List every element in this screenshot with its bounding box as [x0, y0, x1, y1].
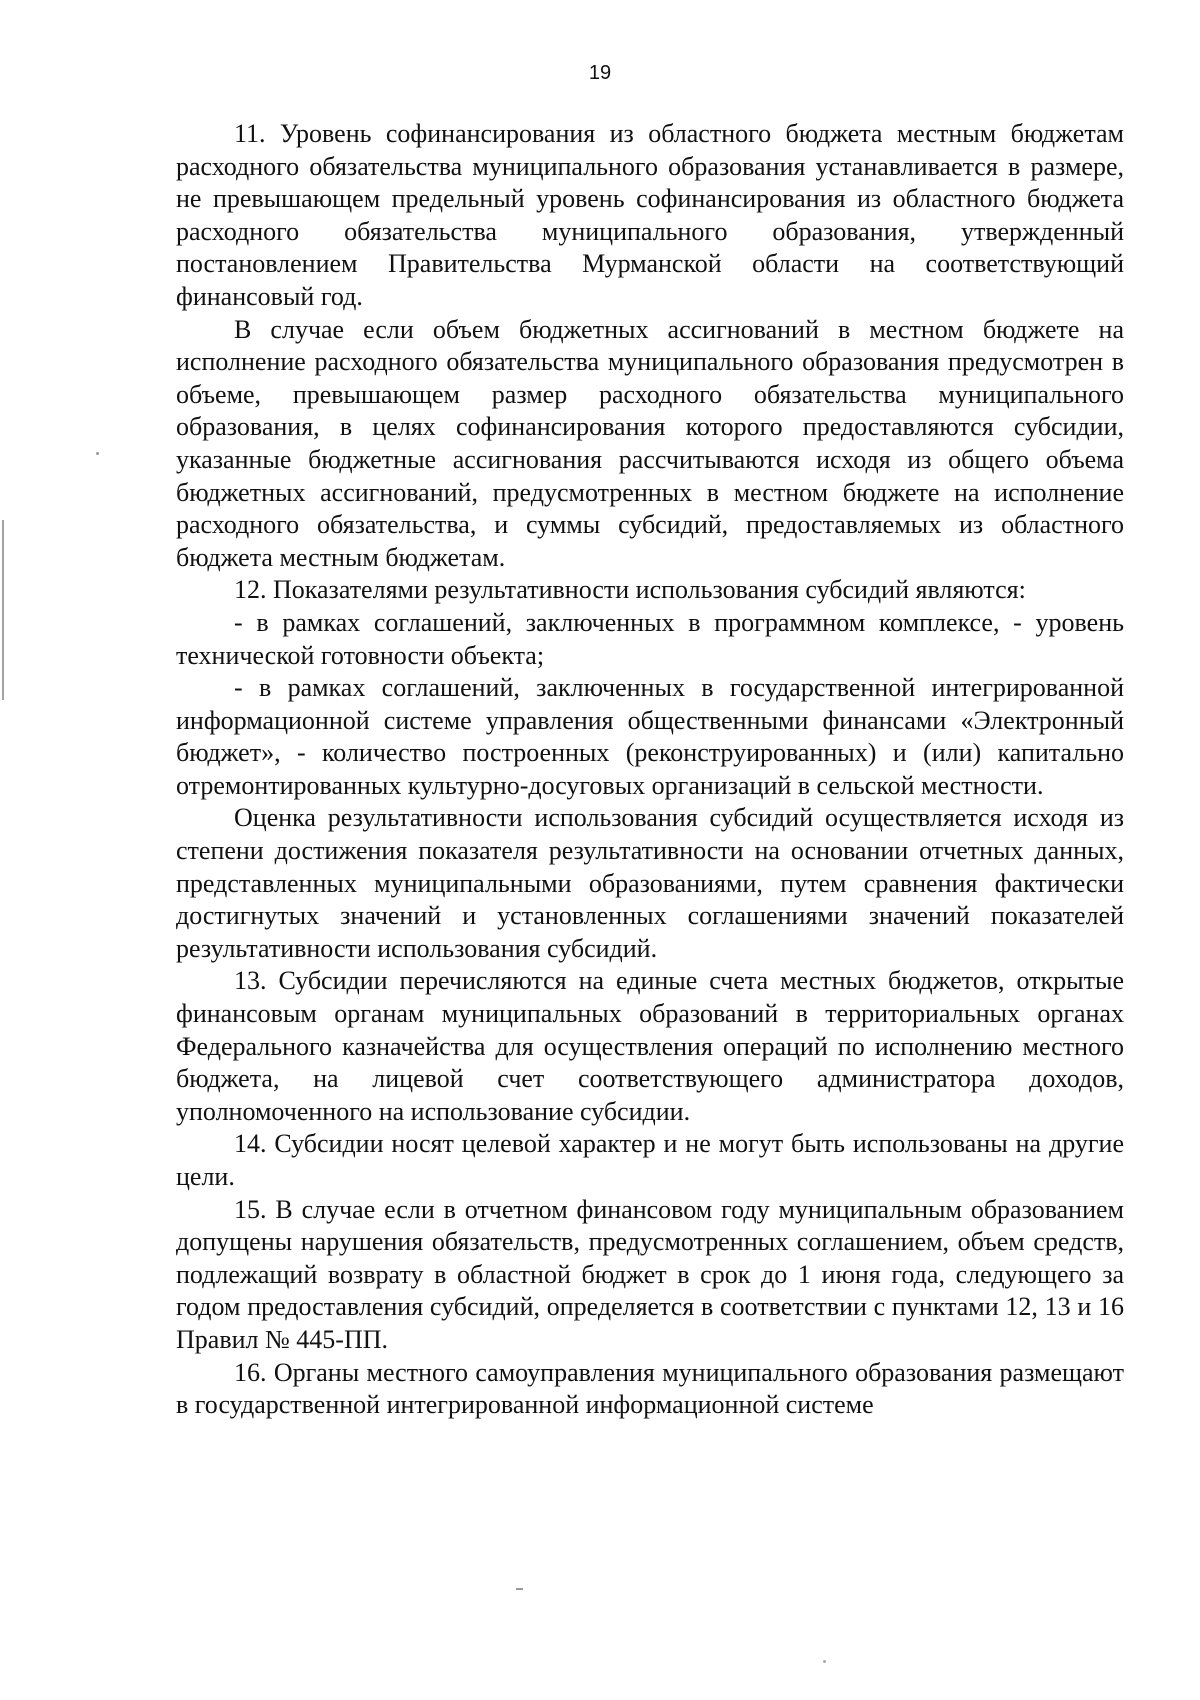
- paragraph-11: 11. Уровень софинансирования из областного бюджета местным бюджетам расходного обязательства муниципального образования устанавливается в размере, не превышающем предельный уровень софинансирования из областного бюджета расходного обязательства муниципального образования, утвержденный постановлением Правительства Мурманской области на соответствующий финансовый год.: [176, 119, 1124, 311]
- scan-artifact-dot-bottom: [823, 1660, 826, 1663]
- scan-artifact-dash: [516, 1588, 523, 1590]
- indicator-item-electronic-budget: - в рамках соглашений, заключенных в государственной интегрированной информационной системе управления общественными финансами «Электронный бюджет», - количество построенных (реконструированных) и (или) капитально отремонтированных культурно-досуговых организаций в сельской местности.: [176, 673, 1124, 800]
- paragraph-15: 15. В случае если в отчетном финансовом году муниципальным образованием допущены нарушения обязательств, предусмотренных соглашением, объем средств, подлежащий возврату в областной бюджет в срок до 1 июня года, следующего за годом предоставления субсидий, определяется в соответствии с пунктами 12, 13 и 16 Правил № 445-ПП.: [176, 1194, 1124, 1354]
- document-body: [176, 118, 1124, 1422]
- indicator-item-program-complex: - в рамках соглашений, заключенных в программном комплексе, - уровень технической готовности объекта;: [176, 607, 1124, 670]
- paragraph-11-cofinancing: В случае если объем бюджетных ассигнований в местном бюджете на исполнение расходного обязательства муниципального образования предусмотрен в объеме, превышающем размер расходного обязательства муниципального образования, в целях софинансирования которого предоставляются субсидии, указанные бюджетные ассигнования рассчитываются исходя из общего объема бюджетных ассигнований, предусмотренных в местном бюджете на исполнение расходного обязательства, и суммы субсидий, предоставляемых из областного бюджета местным бюджетам.: [176, 314, 1124, 572]
- paragraph-12: 12. Показателями результативности использования субсидий являются:: [234, 575, 1026, 605]
- paragraph-14: 14. Субсидии носят целевой характер и не могут быть использованы на другие цели.: [176, 1129, 1124, 1191]
- paragraph-12-evaluation: Оценка результативности использования субсидий осуществляется исходя из степени достижения показателя результативности на основании отчетных данных, представленных муниципальными образованиями, путем сравнения фактически достигнутых значений и установленных соглашениями значений показателей результативности использования субсидий.: [176, 803, 1124, 963]
- paragraph-13: 13. Субсидии перечисляются на единые счета местных бюджетов, открытые финансовым органам муниципальных образований в территориальных органах Федерального казначейства для осуществления операций по исполнению местного бюджета, на лицевой счет соответствующего администратора доходов, уполномоченного на использование субсидии.: [176, 966, 1124, 1126]
- page-number: 19: [588, 62, 612, 84]
- scan-artifact-left-edge: [2, 520, 4, 700]
- scan-artifact-dot: [96, 452, 99, 455]
- paragraph-16: 16. Органы местного самоуправления муниципального образования размещают в государственной интегрированной информационной системе: [176, 1357, 1124, 1420]
